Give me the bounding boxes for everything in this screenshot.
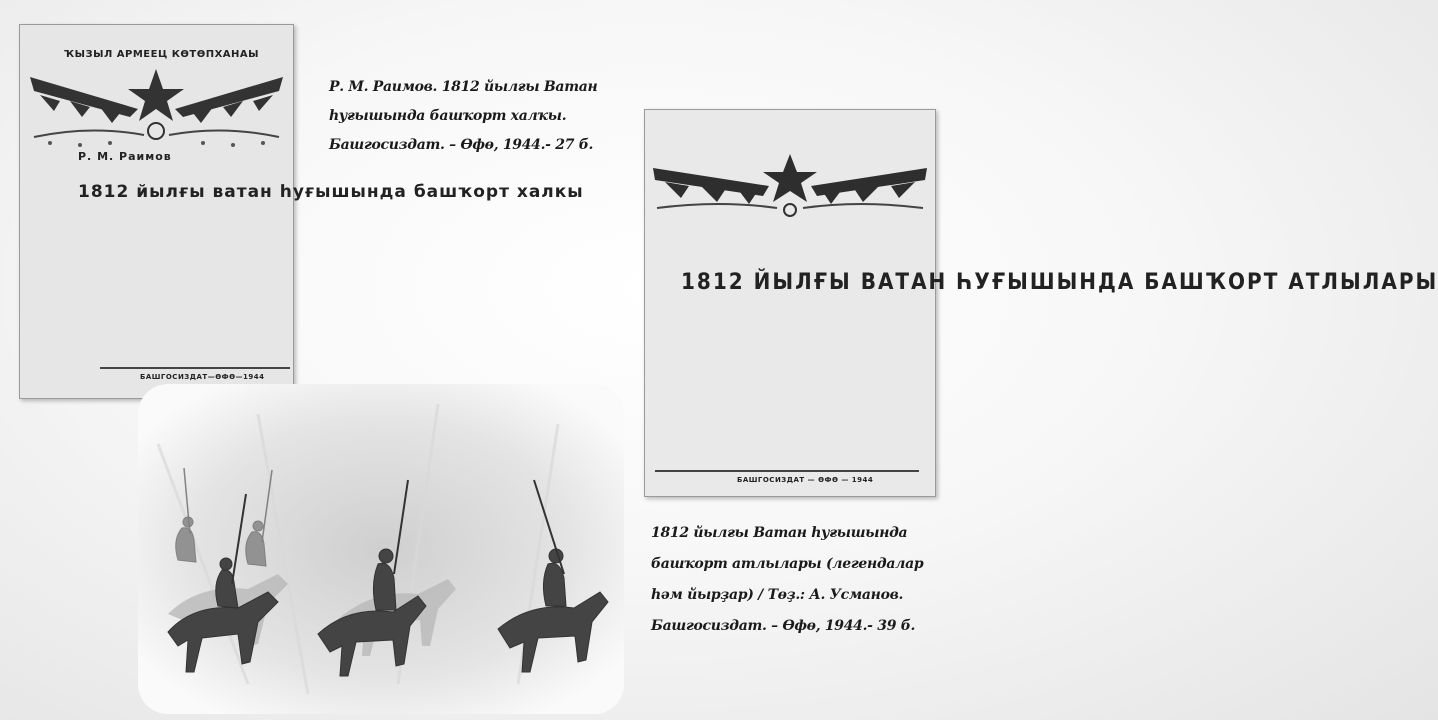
book-title-line-1: 1812 йылғы — [78, 182, 206, 202]
library-stamp: ҠЫЗЫЛ АРМЕЕЦ КӨТӨПХАНАЫ — [64, 49, 259, 60]
book-title-line-1: 1812 ЙЫЛҒЫ — [681, 267, 852, 295]
caption-line: Башгосиздат. – Өфө, 1944.- 39 б. — [651, 618, 916, 634]
book-title — [681, 269, 1438, 293]
divider — [100, 367, 290, 369]
book-title-line-3: БАШҠОРТ — [1144, 267, 1280, 295]
caption-line: һуғышында башҡорт халҡы. — [329, 108, 567, 124]
divider — [655, 470, 919, 472]
caption-line: 1812 йылғы Ватан һуғышында — [651, 525, 908, 541]
caption-usmanov — [651, 518, 951, 642]
book-title — [78, 182, 584, 202]
book-title-line-2: ватан һуғышында — [212, 182, 407, 202]
book-author: Р. М. Раимов — [78, 150, 172, 163]
book-cover-usmanov — [644, 109, 1438, 497]
caption-line: Р. М. Раимов. 1812 йылғы Ватан — [329, 79, 598, 95]
caption-line: һәм йырҙар) / Төҙ.: А. Усманов. — [651, 587, 904, 603]
star-ornament-icon — [645, 150, 935, 222]
caption-raimov — [329, 73, 629, 160]
star-ornament-icon — [20, 65, 293, 155]
caption-line: башҡорт атлылары (легендалар — [651, 556, 924, 572]
book-title-line-4: АТЛЫЛАРЫ — [1288, 267, 1438, 295]
book-publisher: БАШГОСИЗДАТ — ӨФӨ — 1944 — [737, 476, 874, 484]
book-publisher: БАШГОСИЗДАТ—ӨФӨ—1944 — [140, 373, 265, 381]
book-title-line-2: ВАТАН ҺУҒЫШЫНДА — [860, 267, 1136, 295]
caption-line: Башгосиздат. – Өфө, 1944.- 27 б. — [329, 137, 594, 153]
book-title-line-3: башҡорт халкы — [413, 182, 584, 202]
horse-riders-painting — [138, 384, 624, 714]
